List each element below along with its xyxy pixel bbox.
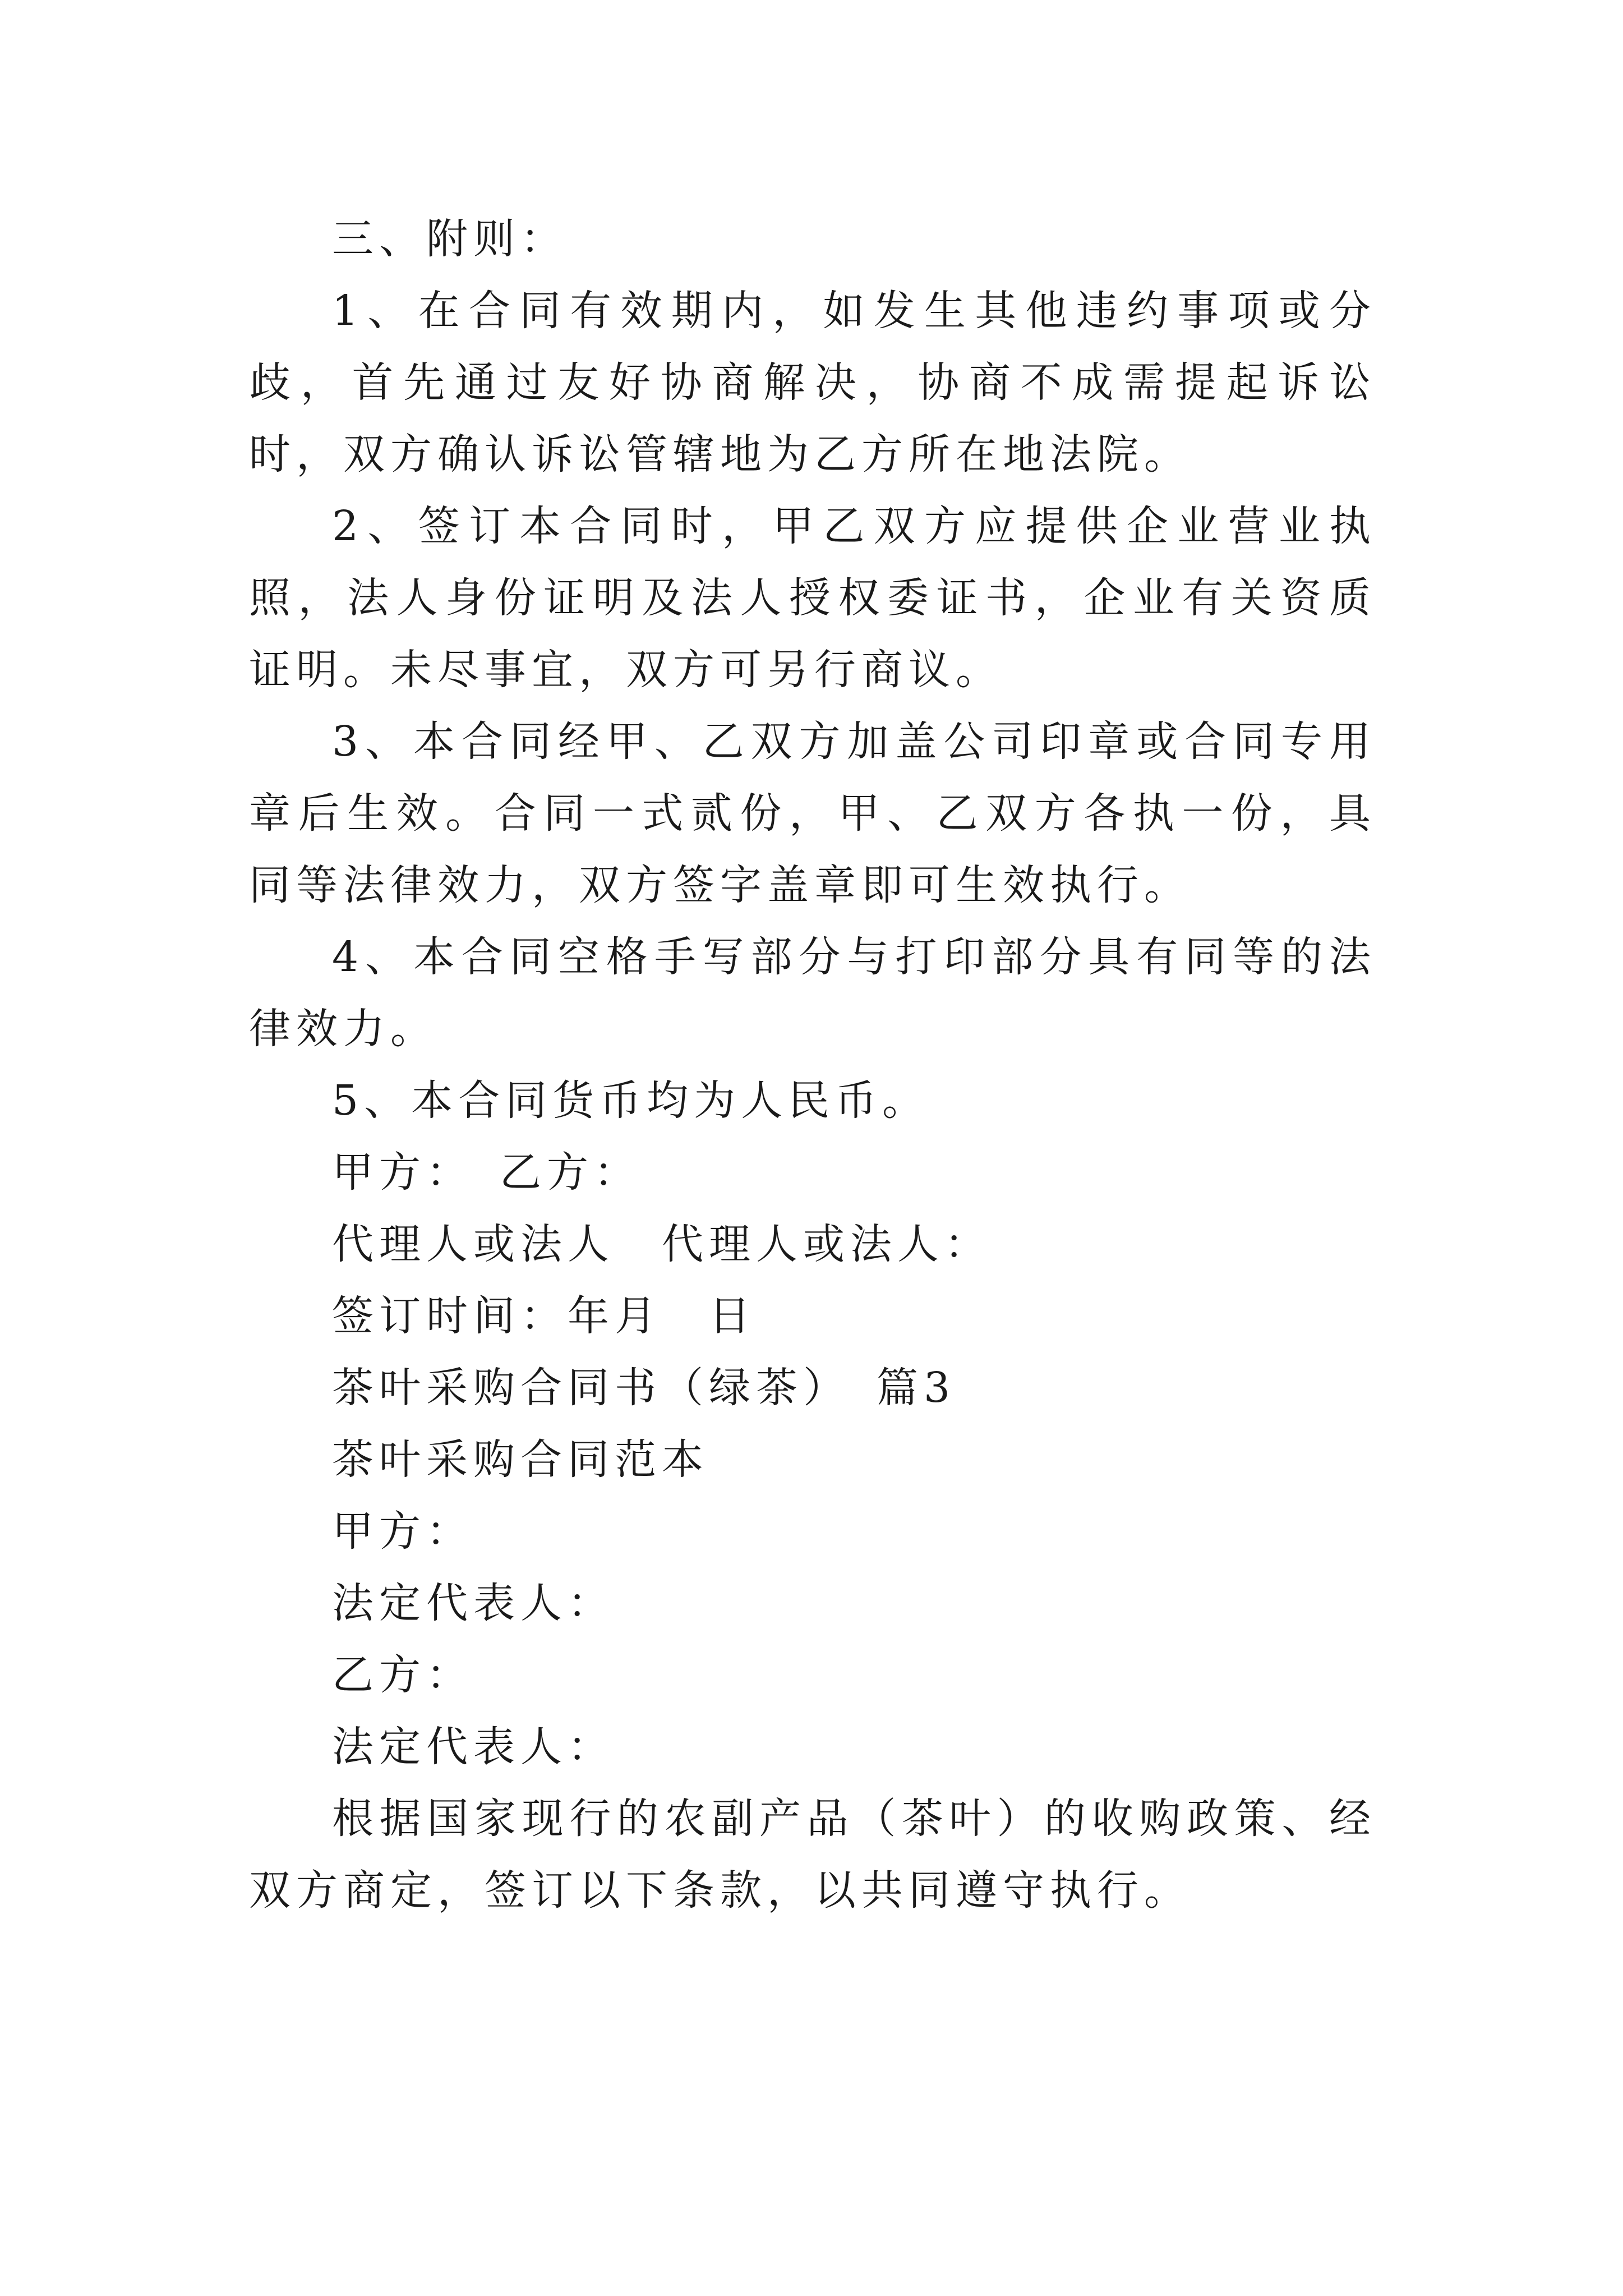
clause-paragraph: 2、签订本合同时，甲乙双方应提供企业营业执照，法人身份证明及法人授权委证书，企业有关资质证明。未尽事宜，双方可另行商议。 [249,502,1376,694]
preamble-paragraph: 根据国家现行的农副产品（茶叶）的收购政策、经双方商定，签订以下条款，以共同遵守执行。 [249,1795,1376,1915]
parties-line: 甲方： 乙方： [332,1148,641,1197]
contract-title: 茶叶采购合同范本 [332,1435,709,1484]
document-body [249,203,1376,1926]
sign-date-line: 签订时间：年月 日 [332,1292,756,1340]
party-a-label: 甲方： [332,1507,473,1556]
party-b-representative-label: 法定代表人： [332,1723,615,1771]
clause-paragraph: 1、在合同有效期内，如发生其他违约事项或分歧，首先通过友好协商解决，协商不成需提起诉讼时，双方确认诉讼管辖地为乙方所在地法院。 [249,287,1376,478]
appendix-heading: 三、附则： [332,215,568,263]
clause-paragraph: 5、本合同货币均为人民币。 [332,1076,930,1125]
clause-paragraph: 4、本合同空格手写部分与打印部分具有同等的法律效力。 [249,933,1376,1053]
clause-paragraph: 3、本合同经甲、乙双方加盖公司印章或合同专用章后生效。合同一式贰份，甲、乙双方各执一份，具同等法律效力，双方签字盖章即可生效执行。 [249,717,1376,909]
party-a-representative-label: 法定代表人： [332,1579,615,1627]
party-b-label: 乙方： [332,1651,473,1699]
agents-line: 代理人或法人 代理人或法人： [332,1220,992,1268]
section-title: 茶叶采购合同书（绿茶） 篇3 [332,1364,956,1412]
